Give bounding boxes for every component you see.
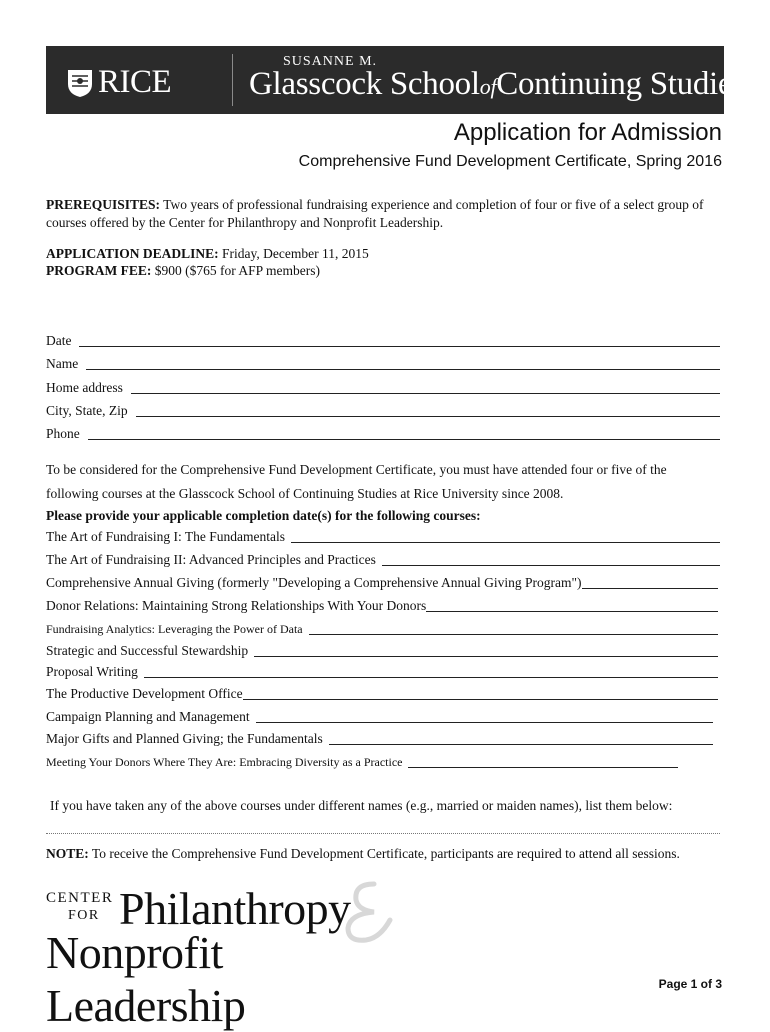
prerequisites-text: Two years of professional fundraising experience and completion of four or five of a select group of courses offered by the Center for Philanthropy and Nonprofit Leadership. <box>46 197 704 230</box>
course-label: Major Gifts and Planned Giving; the Fundamentals <box>46 731 323 746</box>
course-row[interactable] <box>46 662 718 682</box>
course-label: The Art of Fundraising I: The Fundamentals <box>46 529 285 544</box>
course-date-line[interactable] <box>408 766 678 768</box>
fee-line <box>46 262 320 280</box>
city-field[interactable] <box>46 401 720 421</box>
susanne-label: SUSANNE M. <box>283 54 378 69</box>
name-label: Name <box>46 356 79 371</box>
city-input-line[interactable] <box>136 415 720 417</box>
course-row[interactable] <box>46 752 678 772</box>
course-label: Fundraising Analytics: Leveraging the Power of Data <box>46 622 303 636</box>
phone-label: Phone <box>46 426 80 441</box>
course-row[interactable] <box>46 729 713 749</box>
phone-input-line[interactable] <box>88 438 720 440</box>
other-names-input-line[interactable] <box>46 833 720 834</box>
note-label: NOTE: <box>46 846 89 861</box>
note-line <box>46 845 680 863</box>
deadline-label: APPLICATION DEADLINE: <box>46 246 219 261</box>
course-label: The Art of Fundraising II: Advanced Principles and Practices <box>46 552 376 567</box>
rice-logo <box>66 64 171 101</box>
deadline-value: Friday, December 11, 2015 <box>218 246 369 261</box>
banner-divider <box>232 54 233 106</box>
school-name-part-2: Continuing Studies <box>496 66 745 102</box>
course-label: Campaign Planning and Management <box>46 709 250 724</box>
course-date-line[interactable] <box>291 541 720 543</box>
course-date-line[interactable] <box>426 610 718 612</box>
course-label: Donor Relations: Maintaining Strong Relationships With Your Donors <box>46 598 427 613</box>
course-row[interactable] <box>46 596 718 616</box>
intro-line-1: To be considered for the Comprehensive Fund Development Certificate, you must have attended four or five of the <box>46 462 667 477</box>
course-date-line[interactable] <box>256 721 713 723</box>
course-row[interactable] <box>46 684 718 704</box>
course-date-line[interactable] <box>309 633 718 635</box>
deadline-line <box>46 245 369 263</box>
page-subtitle: Comprehensive Fund Development Certificate, Spring 2016 <box>298 153 722 170</box>
name-input-line[interactable] <box>86 368 720 370</box>
course-row[interactable] <box>46 573 718 593</box>
course-date-line[interactable] <box>582 587 718 589</box>
fee-label: PROGRAM FEE: <box>46 263 152 278</box>
intro-line-2: following courses at the Glasscock School of Continuing Studies at Rice University since 2008. <box>46 486 564 501</box>
course-date-line[interactable] <box>329 743 713 745</box>
school-name <box>249 66 745 103</box>
date-field[interactable] <box>46 331 720 351</box>
address-label: Home address <box>46 380 123 395</box>
course-row[interactable] <box>46 550 720 570</box>
course-row[interactable] <box>46 527 720 547</box>
provide-dates-heading <box>46 507 481 525</box>
course-date-line[interactable] <box>243 698 718 700</box>
rice-wordmark: RICE <box>98 64 172 100</box>
address-field[interactable] <box>46 378 720 398</box>
logo-nonprofit-text: Nonprofit Leadership <box>46 927 246 1031</box>
phone-field[interactable] <box>46 424 720 444</box>
fee-value: $900 ($765 for AFP members) <box>151 263 320 278</box>
owl-shield-icon <box>66 68 94 98</box>
date-label: Date <box>46 333 72 348</box>
course-label: The Productive Development Office <box>46 686 243 701</box>
course-date-line[interactable] <box>382 564 720 566</box>
provide-dates-text: Please provide your applicable completion date(s) for the following courses: <box>46 508 481 523</box>
page-number: Page 1 of 3 <box>658 977 722 991</box>
course-label: Proposal Writing <box>46 664 138 679</box>
course-row[interactable] <box>46 619 718 639</box>
course-label: Meeting Your Donors Where They Are: Embracing Diversity as a Practice <box>46 755 403 769</box>
other-names-instruction: If you have taken any of the above courses under different names (e.g., married or maiden names), list them below: <box>50 798 673 813</box>
name-field[interactable] <box>46 354 720 374</box>
prerequisites-paragraph <box>46 196 722 232</box>
school-name-of: of <box>479 74 497 99</box>
course-label: Strategic and Successful Stewardship <box>46 643 249 658</box>
course-row[interactable] <box>46 641 718 661</box>
address-input-line[interactable] <box>131 392 720 394</box>
city-label: City, State, Zip <box>46 403 128 418</box>
prerequisites-label: PREREQUISITES: <box>46 197 161 212</box>
date-input-line[interactable] <box>79 345 720 347</box>
note-text: To receive the Comprehensive Fund Development Certificate, participants are required to attend all sessions. <box>88 846 680 861</box>
course-date-line[interactable] <box>254 655 718 657</box>
logo-center-text: CENTER <box>46 890 114 906</box>
course-date-line[interactable] <box>144 676 718 678</box>
logo-philanthropy-text: Philanthropy <box>119 883 351 934</box>
logo-for-text: FOR <box>68 908 100 923</box>
school-name-part-1: Glasscock School <box>249 66 480 102</box>
course-row[interactable] <box>46 707 713 727</box>
center-for-philanthropy-logo <box>46 876 406 1031</box>
course-label: Comprehensive Annual Giving (formerly "Developing a Comprehensive Annual Giving Program") <box>46 575 582 590</box>
page-title: Application for Admission <box>453 119 722 146</box>
header-banner <box>46 46 745 114</box>
